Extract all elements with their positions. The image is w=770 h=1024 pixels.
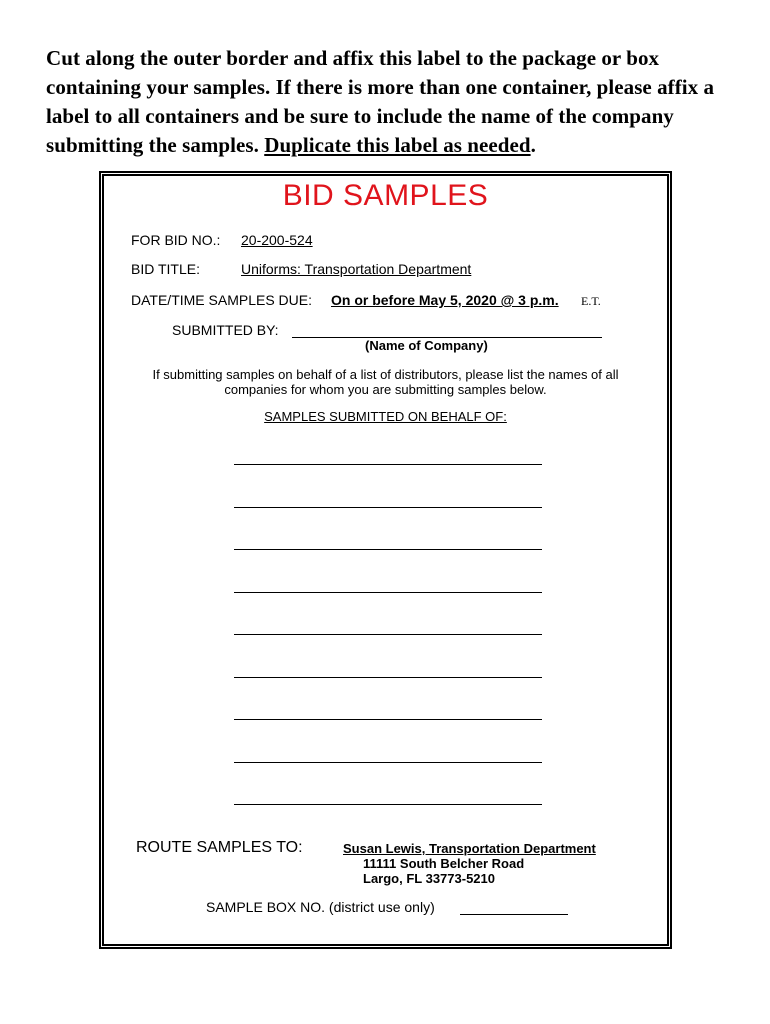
distributors-note: If submitting samples on behalf of a list of distributors, please list the names of all companies for whom you are submitting samples below. <box>152 367 619 397</box>
bid-no-value: 20-200-524 <box>241 232 313 248</box>
due-value: On or before May 5, 2020 @ 3 p.m. <box>331 292 559 308</box>
route-city: Largo, FL 33773-5210 <box>363 871 495 886</box>
bid-samples-label <box>99 171 672 949</box>
on-behalf-heading: SAMPLES SUBMITTED ON BEHALF OF: <box>264 409 507 424</box>
due-label: DATE/TIME SAMPLES DUE: <box>131 292 312 308</box>
company-entry-line[interactable] <box>234 592 542 593</box>
company-entry-line[interactable] <box>234 507 542 508</box>
route-address <box>343 841 596 886</box>
company-entry-line[interactable] <box>234 719 542 720</box>
name-of-company-caption: (Name of Company) <box>365 338 488 353</box>
route-name: Susan Lewis, Transportation Department <box>343 841 596 856</box>
submitted-by-label: SUBMITTED BY: <box>172 322 279 338</box>
sample-box-line[interactable] <box>460 914 568 915</box>
route-label: ROUTE SAMPLES TO: <box>136 839 303 856</box>
bid-title-value: Uniforms: Transportation Department <box>241 261 472 277</box>
bid-title-label: BID TITLE: <box>131 261 200 277</box>
company-entry-line[interactable] <box>234 549 542 550</box>
company-entry-line[interactable] <box>234 762 542 763</box>
instructions-paragraph <box>46 44 736 160</box>
label-title: BID SAMPLES <box>282 179 489 212</box>
instructions-period: . <box>530 133 536 157</box>
company-entry-line[interactable] <box>234 804 542 805</box>
sample-box-label: SAMPLE BOX NO. (district use only) <box>206 899 435 915</box>
company-entry-line[interactable] <box>234 677 542 678</box>
company-entry-line[interactable] <box>234 634 542 635</box>
duplicate-note: Duplicate this label as needed <box>264 133 531 157</box>
route-street: 11111 South Belcher Road <box>363 856 525 871</box>
company-entry-line[interactable] <box>234 464 542 465</box>
instructions-text: Cut along the outer border and affix this label to the package or box containing your samples. If there is more than one container, please affix a label to all containers and be sure to include the name of the company submitting the samples. <box>46 46 715 157</box>
due-timezone: E.T. <box>581 294 601 308</box>
bid-no-label: FOR BID NO.: <box>131 232 221 248</box>
